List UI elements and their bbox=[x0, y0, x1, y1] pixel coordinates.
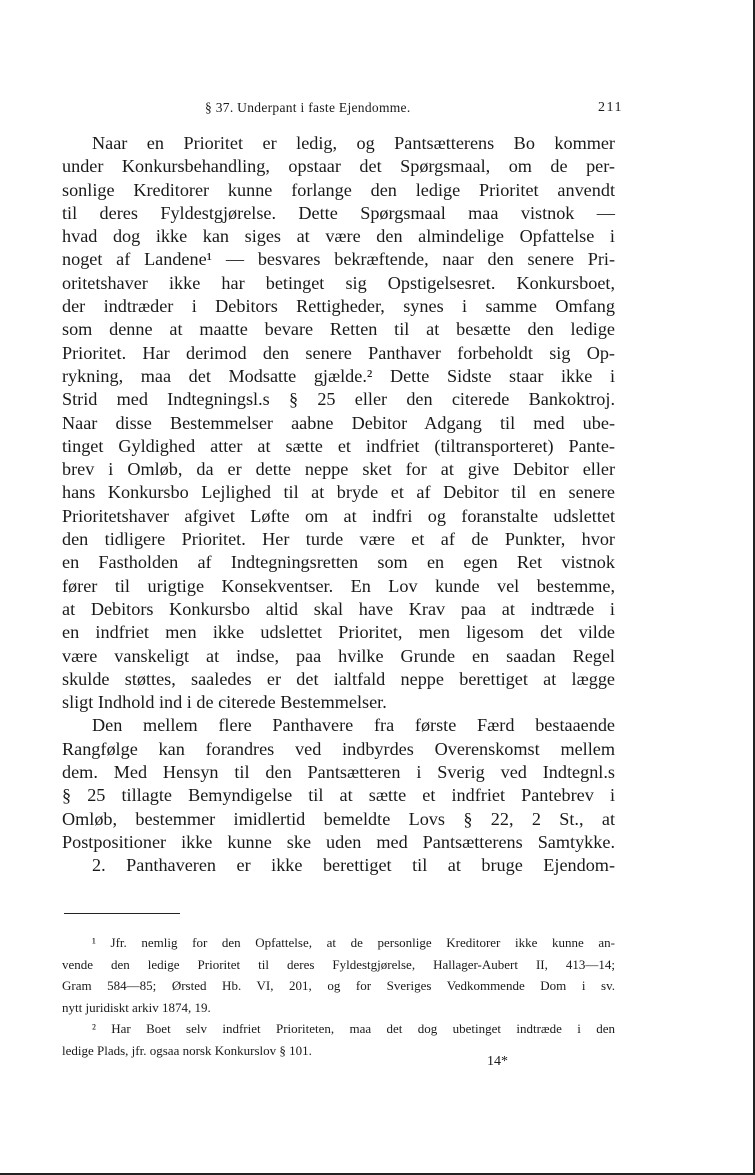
text-line: skulde støttes, saaledes er det ialtfald neppe berettiget at lægge bbox=[62, 668, 615, 689]
text-line: Strid med Indtegningsl.s § 25 eller den citerede Bankoktroj. bbox=[62, 389, 615, 410]
text-line: brev i Omløb, da er dette neppe sket for at give Debitor eller bbox=[62, 459, 615, 480]
text-line: Den mellem flere Panthavere fra første Færd bestaaende bbox=[92, 715, 615, 736]
text-line: Postpositioner ikke kunne ske uden med Pantsætterens Samtykke. bbox=[62, 831, 615, 852]
text-line: hans Konkursbo Lejlighed til at bryde et af Debitor til en senere bbox=[62, 482, 615, 503]
text-line: Prioritet. Har derimod den senere Panthaver forbeholdt sig Op- bbox=[62, 342, 615, 363]
text-line: at Debitors Konkursbo altid skal have Krav paa at indtræde i bbox=[62, 598, 615, 619]
text-line: sonlige Kreditorer kunne forlange den ledige Prioritet anvendt bbox=[62, 179, 615, 200]
text-line: Naar disse Bestemmelser aabne Debitor Adgang til med ube- bbox=[62, 412, 615, 433]
footnote-line: ledige Plads, jfr. ogsaa norsk Konkurslov § 101. bbox=[62, 1042, 312, 1058]
text-line: være vanskeligt at indse, paa hvilke Grunde en saadan Regel bbox=[62, 645, 615, 666]
text-line: tinget Gyldighed atter at sætte et indfriet (tiltransporteret) Pante- bbox=[62, 435, 615, 456]
footnote-line: ¹ Jfr. nemlig for den Opfattelse, at de personlige Kreditorer ikke kunne an- bbox=[92, 935, 615, 950]
footnote-line: Gram 584—85; Ørsted Hb. VI, 201, og for Sveriges Vedkommende Dom i sv. bbox=[62, 978, 615, 993]
header-title: § 37. Underpant i faste Ejendomme. bbox=[205, 100, 411, 115]
text-line: hvad dog ikke kan siges at være den almindelige Opfattelse i bbox=[62, 226, 615, 247]
text-line: § 25 tillagte Bemyndigelse til at sætte et indfriet Pantebrev i bbox=[62, 785, 615, 806]
text-line: Naar en Prioritet er ledig, og Pantsætterens Bo kommer bbox=[92, 133, 615, 153]
text-line: rykning, maa det Modsatte gjælde.² Dette Sidste staar ikke i bbox=[62, 365, 615, 386]
text-line: noget af Landene¹ — besvares bekræftende, naar den senere Pri- bbox=[62, 249, 615, 270]
text-line: en Fastholden af Indtegningsretten som en egen Ret vistnok bbox=[62, 552, 615, 573]
text-line: under Konkursbehandling, opstaar det Spørgsmaal, om de per- bbox=[62, 156, 615, 177]
footnote-separator bbox=[64, 913, 180, 914]
text-line: en indfriet men ikke udslettet Prioritet, men ligesom det vilde bbox=[62, 622, 615, 643]
text-line: fører til urigtige Konsekventser. En Lov kunde vel bestemme, bbox=[62, 575, 615, 596]
text-line: den tidligere Prioritet. Her turde være et af de Punkter, hvor bbox=[62, 529, 615, 550]
main-text bbox=[62, 132, 615, 878]
text-line: Prioritetshaver afgivet Løfte om at indfri og foranstalte udslettet bbox=[62, 505, 615, 526]
text-line: Omløb, bestemmer imidlertid bemeldte Lovs § 22, 2 St., at bbox=[62, 808, 615, 829]
running-header bbox=[205, 100, 623, 120]
text-line: som denne at maatte bevare Retten til at besætte den ledige bbox=[62, 319, 615, 340]
text-line: Rangfølge kan forandres ved indbyrdes Overenskomst mellem bbox=[62, 738, 615, 759]
footnote-line: vende den ledige Prioritet til deres Fyldestgjørelse, Hallager-Aubert II, 413—14; bbox=[62, 956, 615, 972]
text-line: oritetshaver ikke har betinget sig Opstigelsesret. Konkursboet, bbox=[62, 272, 615, 293]
text-line: sligt Indhold ind i de citerede Bestemmelser. bbox=[62, 692, 387, 713]
text-line: der indtræder i Debitors Rettigheder, synes i samme Omfang bbox=[62, 296, 615, 317]
footnote-line: ² Har Boet selv indfriet Prioriteten, maa det dog ubetinget indtræde i den bbox=[92, 1021, 615, 1036]
footnotes bbox=[62, 932, 615, 1061]
footnote-line: nytt juridiskt arkiv 1874, 19. bbox=[62, 999, 211, 1015]
page-number: 211 bbox=[598, 100, 623, 115]
text-line: til deres Fyldestgjørelse. Dette Spørgsmaal maa vistnok — bbox=[62, 202, 615, 223]
signature-mark: 14* bbox=[487, 1054, 508, 1069]
text-line: 2. Panthaveren er ikke berettiget til at bruge Ejendom- bbox=[92, 855, 615, 876]
text-line: dem. Med Hensyn til den Pantsætteren i Sverig ved Indtegnl.s bbox=[62, 762, 615, 783]
